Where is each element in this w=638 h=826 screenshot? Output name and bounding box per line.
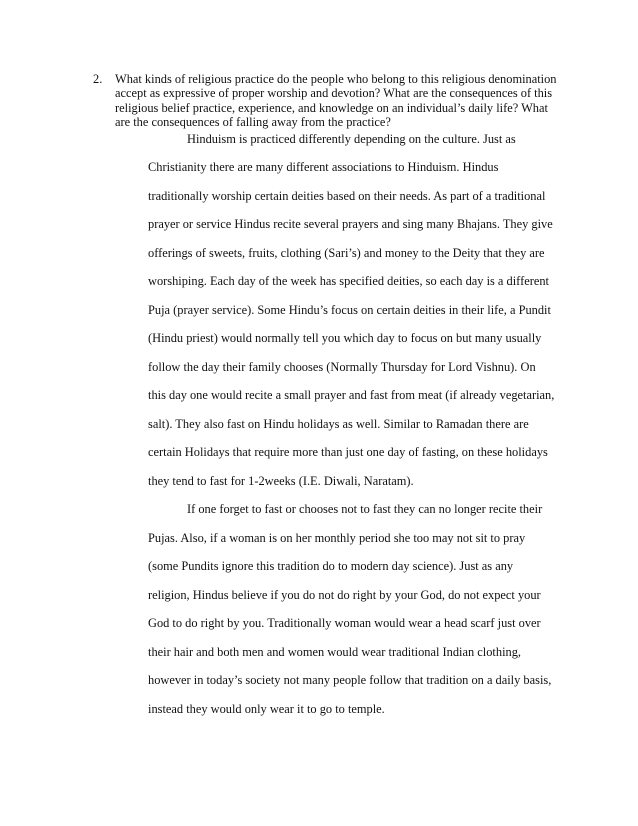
question-line: accept as expressive of proper worship and devotion? What are the consequences of this — [115, 86, 553, 101]
answer-line: certain Holidays that require more than just one day of fasting, on these holidays — [148, 445, 548, 459]
answer-line: (Hindu priest) would normally tell you which day to focus on but many usually — [148, 331, 542, 345]
answer-line: worshiping. Each day of the week has specified deities, so each day is a different — [148, 274, 549, 288]
answer-line: traditionally worship certain deities based on their needs. As part of a traditional — [148, 189, 546, 203]
answer-line: offerings of sweets, fruits, clothing (Sari’s) and money to the Deity that they are — [148, 246, 545, 260]
question-text — [115, 72, 561, 129]
answer-line: salt). They also fast on Hindu holidays as well. Similar to Ramadan there are — [148, 417, 529, 431]
question-line: What kinds of religious practice do the people who belong to this religious denomination — [115, 72, 557, 86]
answer-line: Puja (prayer service). Some Hindu’s focus on certain deities in their life, a Pundit — [148, 303, 551, 317]
question-line: are the consequences of falling away from the practice? — [115, 114, 391, 129]
answer-line: Pujas. Also, if a woman is on her monthly period she too may not sit to pray — [148, 531, 526, 545]
question-number: 2. — [93, 72, 103, 86]
answer-line: prayer or service Hindus recite several prayers and sing many Bhajans. They give — [148, 217, 553, 231]
answer-line: however in today’s society not many people follow that tradition on a daily basis, — [148, 673, 552, 687]
answer-line: follow the day their family chooses (Normally Thursday for Lord Vishnu). On — [148, 360, 536, 374]
question-line: religious belief practice, experience, and knowledge on an individual’s daily life? What — [115, 100, 548, 115]
answer-line: Hinduism is practiced differently depending on the culture. Just as — [187, 132, 516, 146]
answer-line: this day one would recite a small prayer and fast from meat (if already vegetarian, — [148, 388, 555, 402]
answer-line: God to do right by you. Traditionally woman would wear a head scarf just over — [148, 616, 541, 630]
answer-line: their hair and both men and women would wear traditional Indian clothing, — [148, 645, 521, 659]
question-2 — [93, 72, 561, 129]
answer-line: instead they would only wear it to go to temple. — [148, 702, 385, 716]
answer-line: they tend to fast for 1-2weeks (I.E. Diwali, Naratam). — [148, 474, 414, 488]
answer-line: (some Pundits ignore this tradition do to modern day science). Just as any — [148, 559, 514, 573]
answer-line: If one forget to fast or chooses not to fast they can no longer recite their — [187, 502, 543, 516]
answer-line: religion, Hindus believe if you do not do right by your God, do not expect your — [148, 588, 541, 602]
answer-line: Christianity there are many different associations to Hinduism. Hindus — [148, 160, 499, 174]
